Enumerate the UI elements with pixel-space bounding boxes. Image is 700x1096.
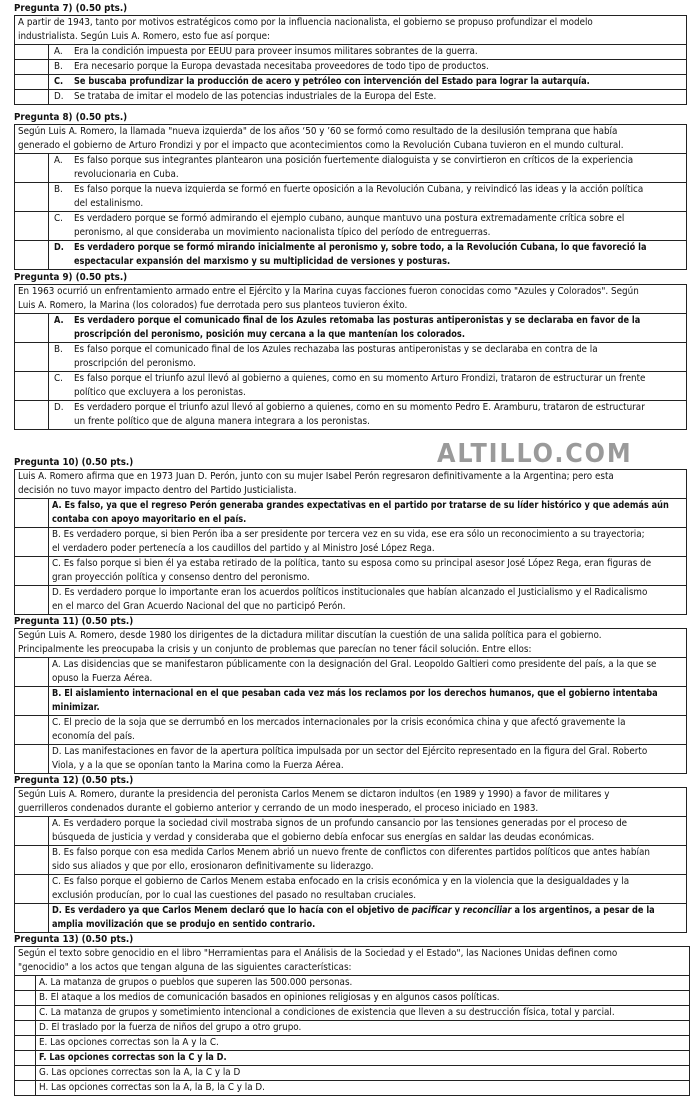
option-line: espectacular expansión del marxismo y su multiplicidad de versiones y posturas. xyxy=(74,256,451,267)
answer-option[interactable] xyxy=(49,60,686,74)
answer-blank-cell[interactable] xyxy=(15,586,49,614)
stem-line: Según Luis A. Romero, desde 1980 los dirigentes de la dictadura militar discutían la cuestión de una salida política para el gobierno. xyxy=(18,630,602,641)
stem-line: En 1963 ocurrió un enfrentamiento armado entre el Ejército y la Marina cuyas facciones fueron conocidas como "Azules y Colorados". Según xyxy=(18,286,639,297)
option-letter xyxy=(54,45,74,59)
answer-option[interactable] xyxy=(49,343,686,371)
stem-line: Luis A. Romero, la Marina (los colorados) fue derrotada pero sus planteos tuvieron éxito. xyxy=(18,300,408,311)
answer-option-row[interactable] xyxy=(15,60,686,75)
answer-option-row[interactable] xyxy=(15,1066,689,1081)
answer-option-row[interactable] xyxy=(15,241,686,270)
answer-blank-cell[interactable] xyxy=(15,1066,36,1080)
question-header: Pregunta 8) (0.50 pts.) xyxy=(14,112,128,123)
answer-blank-cell[interactable] xyxy=(15,75,49,89)
option-line: Es falso porque el comunicado final de los Azules rechazaba las posturas antiperonistas y se declaraba en contra de la xyxy=(74,344,598,355)
option-line: exclusión producían, por lo cual las cuestiones del pasado no resultaban cruciales. xyxy=(52,890,417,901)
answer-option-row[interactable] xyxy=(15,528,686,557)
answer-option[interactable] xyxy=(49,716,686,744)
question-block xyxy=(14,273,687,430)
question-block xyxy=(14,4,687,105)
answer-option-row[interactable] xyxy=(15,212,686,241)
watermark-logo: ALTILLO.COM xyxy=(437,439,633,469)
question-header: Pregunta 7) (0.50 pts.) xyxy=(14,3,128,14)
answer-blank-cell[interactable] xyxy=(15,528,49,556)
option-line: amplia movilización que se produjo en sentido contrario. xyxy=(52,919,316,930)
option-line: A. Es verdadero porque la sociedad civil mostraba signos de un profundo cansancio por las tensiones generadas por el proceso de xyxy=(52,818,628,829)
answer-blank-cell[interactable] xyxy=(15,60,49,74)
question-stem xyxy=(15,947,689,975)
answer-option[interactable] xyxy=(49,557,686,585)
option-line: Es falso porque la nueva izquierda se formó en fuerte oposición a la Revolución Cubana, y reivindicó las ideas y la acción política xyxy=(74,184,644,195)
answer-option[interactable] xyxy=(49,817,686,845)
answer-blank-cell[interactable] xyxy=(15,658,49,686)
answer-option[interactable] xyxy=(49,401,686,429)
option-text-segment: a los argentinos, a pesar de la xyxy=(511,905,655,916)
option-text xyxy=(74,401,700,429)
option-line: A. La matanza de grupos o pueblos que superen las 500.000 personas. xyxy=(39,977,353,988)
question-table xyxy=(14,15,687,105)
answer-option-row[interactable] xyxy=(15,716,686,745)
option-line: B. El ataque a los medios de comunicación basados en opiniones religiosas y en algunos casos políticas. xyxy=(39,992,500,1003)
option-line: E. Las opciones correctas son la A y la C. xyxy=(39,1037,219,1048)
option-line: H. Las opciones correctas son la A, la B, la C y la D. xyxy=(39,1082,265,1093)
answer-option-row[interactable] xyxy=(15,499,686,528)
option-line: Se trataba de imitar el modelo de las potencias industriales de la Europa del Este. xyxy=(74,91,437,102)
answer-blank-cell[interactable] xyxy=(15,401,49,429)
answer-option[interactable] xyxy=(36,1036,689,1050)
answer-option-row[interactable] xyxy=(15,1006,689,1021)
answer-blank-cell[interactable] xyxy=(15,817,49,845)
answer-option-row[interactable] xyxy=(15,658,686,687)
option-letter xyxy=(54,60,74,74)
question-stem-row xyxy=(15,16,686,45)
answer-blank-cell[interactable] xyxy=(15,241,49,269)
option-line: Es verdadero porque se formó admirando el ejemplo cubano, aunque mantuvo una postura extremadamente crítica sobre el xyxy=(74,213,625,224)
option-letter-text: A. xyxy=(54,155,63,166)
option-line: minimizar. xyxy=(52,702,100,713)
answer-option-row[interactable] xyxy=(15,1021,689,1036)
answer-blank-cell[interactable] xyxy=(15,875,49,903)
answer-blank-cell[interactable] xyxy=(15,1081,36,1095)
answer-blank-cell[interactable] xyxy=(15,1051,36,1065)
answer-option[interactable] xyxy=(49,75,686,89)
answer-blank-cell[interactable] xyxy=(15,745,49,773)
option-text-segment: pacificar xyxy=(411,905,452,916)
option-text xyxy=(74,75,700,89)
question-table xyxy=(14,628,687,774)
answer-option[interactable] xyxy=(36,1066,689,1080)
question-table xyxy=(14,946,690,1096)
option-letter-text: A. xyxy=(54,46,63,57)
answer-option-row[interactable] xyxy=(15,1036,689,1051)
option-line: contaba con apoyo mayoritario en el país. xyxy=(52,514,247,525)
answer-blank-cell[interactable] xyxy=(15,343,49,371)
answer-option[interactable] xyxy=(49,45,686,59)
option-line: Es falso porque el triunfo azul llevó al gobierno a quienes, como en su momento Arturo Frondizi, trataron de estructurar un frente xyxy=(74,373,646,384)
option-text xyxy=(74,183,700,211)
option-text xyxy=(74,212,699,240)
stem-line: industrialista. Según Luis A. Romero, esto fue así porque: xyxy=(18,31,270,42)
question-header: Pregunta 11) (0.50 pts.) xyxy=(14,616,134,627)
answer-option[interactable] xyxy=(49,314,686,342)
option-text-segment: y xyxy=(451,905,463,916)
answer-blank-cell[interactable] xyxy=(15,687,49,715)
option-line: C. El precio de la soja que se derrumbó en los mercados internacionales por la crisis económica china y que afectó gravemente la xyxy=(52,717,626,728)
option-text-segment: reconciliar xyxy=(462,905,512,916)
stem-line: Según el texto sobre genocidio en el libro "Herramientas para el Análisis de la Sociedad y el Estado", las Naciones Unidas definen como xyxy=(18,948,618,959)
option-letter xyxy=(54,372,74,400)
question-table xyxy=(14,469,687,615)
stem-line: guerrilleros condenados durante el gobierno anterior y cerrando de un modo inesperado, el proceso iniciado en 1983. xyxy=(18,803,539,814)
answer-option[interactable] xyxy=(49,212,686,240)
answer-option-row[interactable] xyxy=(15,343,686,372)
option-text xyxy=(74,241,700,269)
answer-blank-cell[interactable] xyxy=(15,212,49,240)
answer-option[interactable] xyxy=(49,658,686,686)
answer-option[interactable] xyxy=(49,846,686,874)
answer-option[interactable] xyxy=(36,1006,689,1020)
question-stem-row xyxy=(15,947,689,976)
option-line xyxy=(52,904,655,918)
answer-option-row[interactable] xyxy=(15,183,686,212)
question-stem-row xyxy=(15,629,686,658)
answer-option[interactable] xyxy=(49,586,686,614)
answer-blank-cell[interactable] xyxy=(15,90,49,104)
stem-line: Según Luis A. Romero, durante la presidencia del peronista Carlos Menem se dictaron indultos (en 1989 y 1990) a favor de militares y xyxy=(18,789,610,800)
answer-option[interactable] xyxy=(49,904,686,932)
question-block xyxy=(14,458,687,615)
option-text xyxy=(74,45,683,59)
answer-option[interactable] xyxy=(49,499,686,527)
question-stem xyxy=(15,285,686,313)
answer-option-row[interactable] xyxy=(15,904,686,933)
question-header: Pregunta 9) (0.50 pts.) xyxy=(14,272,128,283)
option-line: Es verdadero porque el comunicado final de los Azules retomaba las posturas antiperonistas y se declaraba en favor de la xyxy=(74,315,641,326)
answer-option-row[interactable] xyxy=(15,586,686,615)
answer-option-row[interactable] xyxy=(15,314,686,343)
answer-option[interactable] xyxy=(36,1051,689,1065)
option-letter-text: D. xyxy=(54,402,64,413)
question-header: Pregunta 12) (0.50 pts.) xyxy=(14,775,134,786)
answer-option[interactable] xyxy=(49,745,686,773)
option-line: en el marco del Gran Acuerdo Nacional del que no participó Perón. xyxy=(52,601,346,612)
option-text-segment: D. Es verdadero ya que Carlos Menem declaró que lo hacía con el objetivo de xyxy=(52,905,412,916)
answer-blank-cell[interactable] xyxy=(15,1036,36,1050)
option-text xyxy=(74,60,683,74)
question-stem xyxy=(15,125,686,153)
option-line: C. Es falso porque el gobierno de Carlos Menem estaba enfocado en la crisis económica y en la violencia que la desigualdades y la xyxy=(52,876,630,887)
option-letter-text: A. xyxy=(54,315,64,326)
option-line: G. Las opciones correctas son la A, la C y la D xyxy=(39,1067,241,1078)
option-line: D. El traslado por la fuerza de niños del grupo a otro grupo. xyxy=(39,1022,302,1033)
option-line: Es verdadero porque el triunfo azul llevó al gobierno a quienes, como en su momento Pedro E. Aramburu, trataron de estructurar xyxy=(74,402,645,413)
option-letter xyxy=(54,90,74,104)
question-stem xyxy=(15,788,686,816)
answer-option-row[interactable] xyxy=(15,976,689,991)
option-line: proscripción del peronismo, posición muy cercana a la que mantenían los colorados. xyxy=(74,329,465,340)
answer-blank-cell[interactable] xyxy=(15,976,36,990)
option-letter xyxy=(54,343,74,371)
answer-blank-cell[interactable] xyxy=(15,846,49,874)
answer-option-row[interactable] xyxy=(15,557,686,586)
option-letter-text: B. xyxy=(54,184,63,195)
answer-option[interactable] xyxy=(49,241,686,269)
question-block xyxy=(14,617,687,774)
answer-blank-cell[interactable] xyxy=(15,991,36,1005)
answer-option-row[interactable] xyxy=(15,991,689,1006)
option-line: D. Las manifestaciones en favor de la apertura política impulsada por un sector del Ejército representado en la figura del Gral. Roberto xyxy=(52,746,648,757)
option-line: Se buscaba profundizar la producción de acero y petróleo con intervención del Estado para lograr la autarquía. xyxy=(74,76,590,87)
answer-option[interactable] xyxy=(49,154,686,182)
option-letter-text: C. xyxy=(54,373,63,384)
option-line: C. Es falso porque si bien él ya estaba retirado de la política, tanto su esposa como su principal asesor José López Rega, eran figuras de xyxy=(52,558,652,569)
option-letter-text: C. xyxy=(54,213,63,224)
option-line: Era la condición impuesta por EEUU para proveer insumos militares sobrantes de la guerra. xyxy=(74,46,478,57)
question-header: Pregunta 13) (0.50 pts.) xyxy=(14,934,134,945)
answer-option-row[interactable] xyxy=(15,875,686,904)
option-letter xyxy=(54,314,74,342)
option-text xyxy=(74,154,700,182)
answer-blank-cell[interactable] xyxy=(15,557,49,585)
answer-option-row[interactable] xyxy=(15,75,686,90)
answer-option[interactable] xyxy=(36,991,689,1005)
option-line: sido sus aliados y que por ello, erosionaron definitivamente su liderazgo. xyxy=(52,861,374,872)
answer-blank-cell[interactable] xyxy=(15,716,49,744)
option-line: Era necesario porque la Europa devastada necesitaba proveedores de todo tipo de productos. xyxy=(74,61,489,72)
question-stem-row xyxy=(15,470,686,499)
stem-line: Principalmente les preocupaba la crisis y un conjunto de problemas que parecían no tener fácil solución. Entre ellos: xyxy=(18,644,532,655)
option-line: peronismo, al que consideraba un movimiento nacionalista típico del período de entreguerras. xyxy=(74,227,491,238)
option-line: A. Es falso, ya que el regreso Perón generaba grandes expectativas en el partido por tratarse de su líder histórico y que además aún xyxy=(52,500,669,511)
option-line: proscripción del peronismo. xyxy=(74,358,196,369)
answer-option[interactable] xyxy=(36,1021,689,1035)
answer-option[interactable] xyxy=(36,1081,689,1095)
option-letter-text: D. xyxy=(54,242,64,253)
option-line: del estalinismo. xyxy=(74,198,144,209)
question-stem xyxy=(15,629,686,657)
answer-blank-cell[interactable] xyxy=(15,314,49,342)
answer-option-row[interactable] xyxy=(15,372,686,401)
option-line: Viola, y a la que se oponían tanto la Marina como la Fuerza Aérea. xyxy=(52,760,344,771)
stem-line: decisión no tuvo mayor impacto dentro del Partido Justicialista. xyxy=(18,485,297,496)
option-line: C. La matanza de grupos y sometimiento intencional a condiciones de existencia que lleven a su destrucción física, total y parcial. xyxy=(39,1007,615,1018)
option-line: Es verdadero porque se formó mirando inicialmente al peronismo y, sobre todo, a la Revolución Cubana, lo que favoreció la xyxy=(74,242,647,253)
answer-option-row[interactable] xyxy=(15,1051,689,1066)
answer-option-row[interactable] xyxy=(15,154,686,183)
answer-blank-cell[interactable] xyxy=(15,45,49,59)
option-text xyxy=(74,372,700,400)
answer-option[interactable] xyxy=(36,976,689,990)
option-letter-text: D. xyxy=(54,91,64,102)
option-letter xyxy=(54,241,74,269)
answer-blank-cell[interactable] xyxy=(15,1021,36,1035)
option-line: B. Es verdadero porque, si bien Perón iba a ser presidente por tercera vez en su vida, ese era sólo un reconocimiento a su trayectoria; xyxy=(52,529,645,540)
question-stem-row xyxy=(15,788,686,817)
option-line: D. Es verdadero porque lo importante eran los acuerdos políticos institucionales que habían alcanzado el Justicialismo y el Radicalismo xyxy=(52,587,648,598)
option-letter xyxy=(54,212,74,240)
answer-blank-cell[interactable] xyxy=(15,183,49,211)
answer-option[interactable] xyxy=(49,183,686,211)
option-line: un frente político que de alguna manera integrara a los peronistas. xyxy=(74,416,370,427)
answer-blank-cell[interactable] xyxy=(15,499,49,527)
question-stem xyxy=(15,470,686,498)
answer-option[interactable] xyxy=(49,875,686,903)
answer-option-row[interactable] xyxy=(15,687,686,716)
answer-option-row[interactable] xyxy=(15,846,686,875)
option-letter-text: B. xyxy=(54,61,63,72)
answer-option[interactable] xyxy=(49,528,686,556)
option-line: revolucionaria en Cuba. xyxy=(74,169,179,180)
option-letter xyxy=(54,183,74,211)
stem-line: Según Luis A. Romero, la llamada "nueva izquierda" de los años ‘50 y ’60 se formó como resultado de la desilusión temprana que había xyxy=(18,126,618,137)
option-line: Es falso porque sus integrantes plantearon una posición fuertemente dialoguista y se convirtieron en críticos de la experiencia xyxy=(74,155,634,166)
question-header: Pregunta 10) (0.50 pts.) xyxy=(14,457,134,468)
option-line: búsqueda de justicia y verdad y consideraba que el gobierno debía enfocar sus energías en saldar las deudas económicas. xyxy=(52,832,595,843)
question-block xyxy=(14,776,687,933)
option-line: político que excluyera a los peronistas. xyxy=(74,387,246,398)
answer-option-row[interactable] xyxy=(15,401,686,430)
option-line: F. Las opciones correctas son la C y la D. xyxy=(39,1052,227,1063)
stem-line: A partir de 1943, tanto por motivos estratégicos como por la influencia nacionalista, el gobierno se propuso profundizar el modelo xyxy=(18,17,593,28)
option-letter xyxy=(54,154,74,182)
stem-line: "genocidio" a los actos que tengan alguna de las siguientes características: xyxy=(18,962,352,973)
stem-line: Luis A. Romero afirma que en 1973 Juan D. Perón, junto con su mujer Isabel Perón regresaron definitivamente a la Argentina; pero esta xyxy=(18,471,614,482)
option-line: gran proyección política y consenso dentro del peronismo. xyxy=(52,572,310,583)
answer-blank-cell[interactable] xyxy=(15,1006,36,1020)
option-text xyxy=(74,343,683,371)
question-table xyxy=(14,284,687,430)
answer-option[interactable] xyxy=(49,90,686,104)
answer-blank-cell[interactable] xyxy=(15,154,49,182)
answer-option-row[interactable] xyxy=(15,817,686,846)
answer-option-row[interactable] xyxy=(15,1081,689,1096)
option-text xyxy=(74,90,683,104)
answer-option[interactable] xyxy=(49,687,686,715)
option-letter xyxy=(54,75,74,89)
option-line: opuso la Fuerza Aérea. xyxy=(52,673,153,684)
question-stem-row xyxy=(15,285,686,314)
option-letter-text: B. xyxy=(54,344,63,355)
option-line: B. Es falso porque con esa medida Carlos Menem abrió un nuevo frente de conflictos con diferentes partidos políticos que antes habían xyxy=(52,847,650,858)
answer-option-row[interactable] xyxy=(15,90,686,105)
answer-option-row[interactable] xyxy=(15,45,686,60)
question-stem xyxy=(15,16,686,44)
option-line: economía del país. xyxy=(52,731,135,742)
answer-blank-cell[interactable] xyxy=(15,904,49,932)
question-block xyxy=(14,113,687,270)
answer-blank-cell[interactable] xyxy=(15,372,49,400)
answer-option-row[interactable] xyxy=(15,745,686,774)
stem-line: generado el gobierno de Arturo Frondizi y por el impacto que acontecimientos como la Revolución Cubana tuvieron en el mundo cultural. xyxy=(18,140,624,151)
option-letter xyxy=(54,401,74,429)
answer-option[interactable] xyxy=(49,372,686,400)
option-line: B. El aislamiento internacional en el que pesaban cada vez más los reclamos por los derechos humanos, que el gobierno intentaba xyxy=(52,688,658,699)
question-stem-row xyxy=(15,125,686,154)
option-line: el verdadero poder pertenecía a los caudillos del partido y al Ministro José López Rega. xyxy=(52,543,435,554)
question-table xyxy=(14,124,687,270)
option-text xyxy=(74,314,700,342)
question-block xyxy=(14,935,690,1096)
option-letter-text: C. xyxy=(54,76,64,87)
option-line: A. Las disidencias que se manifestaron públicamente con la designación del Gral. Leopoldo Galtieri como presidente del país, a la que se xyxy=(52,659,657,670)
question-table xyxy=(14,787,687,933)
